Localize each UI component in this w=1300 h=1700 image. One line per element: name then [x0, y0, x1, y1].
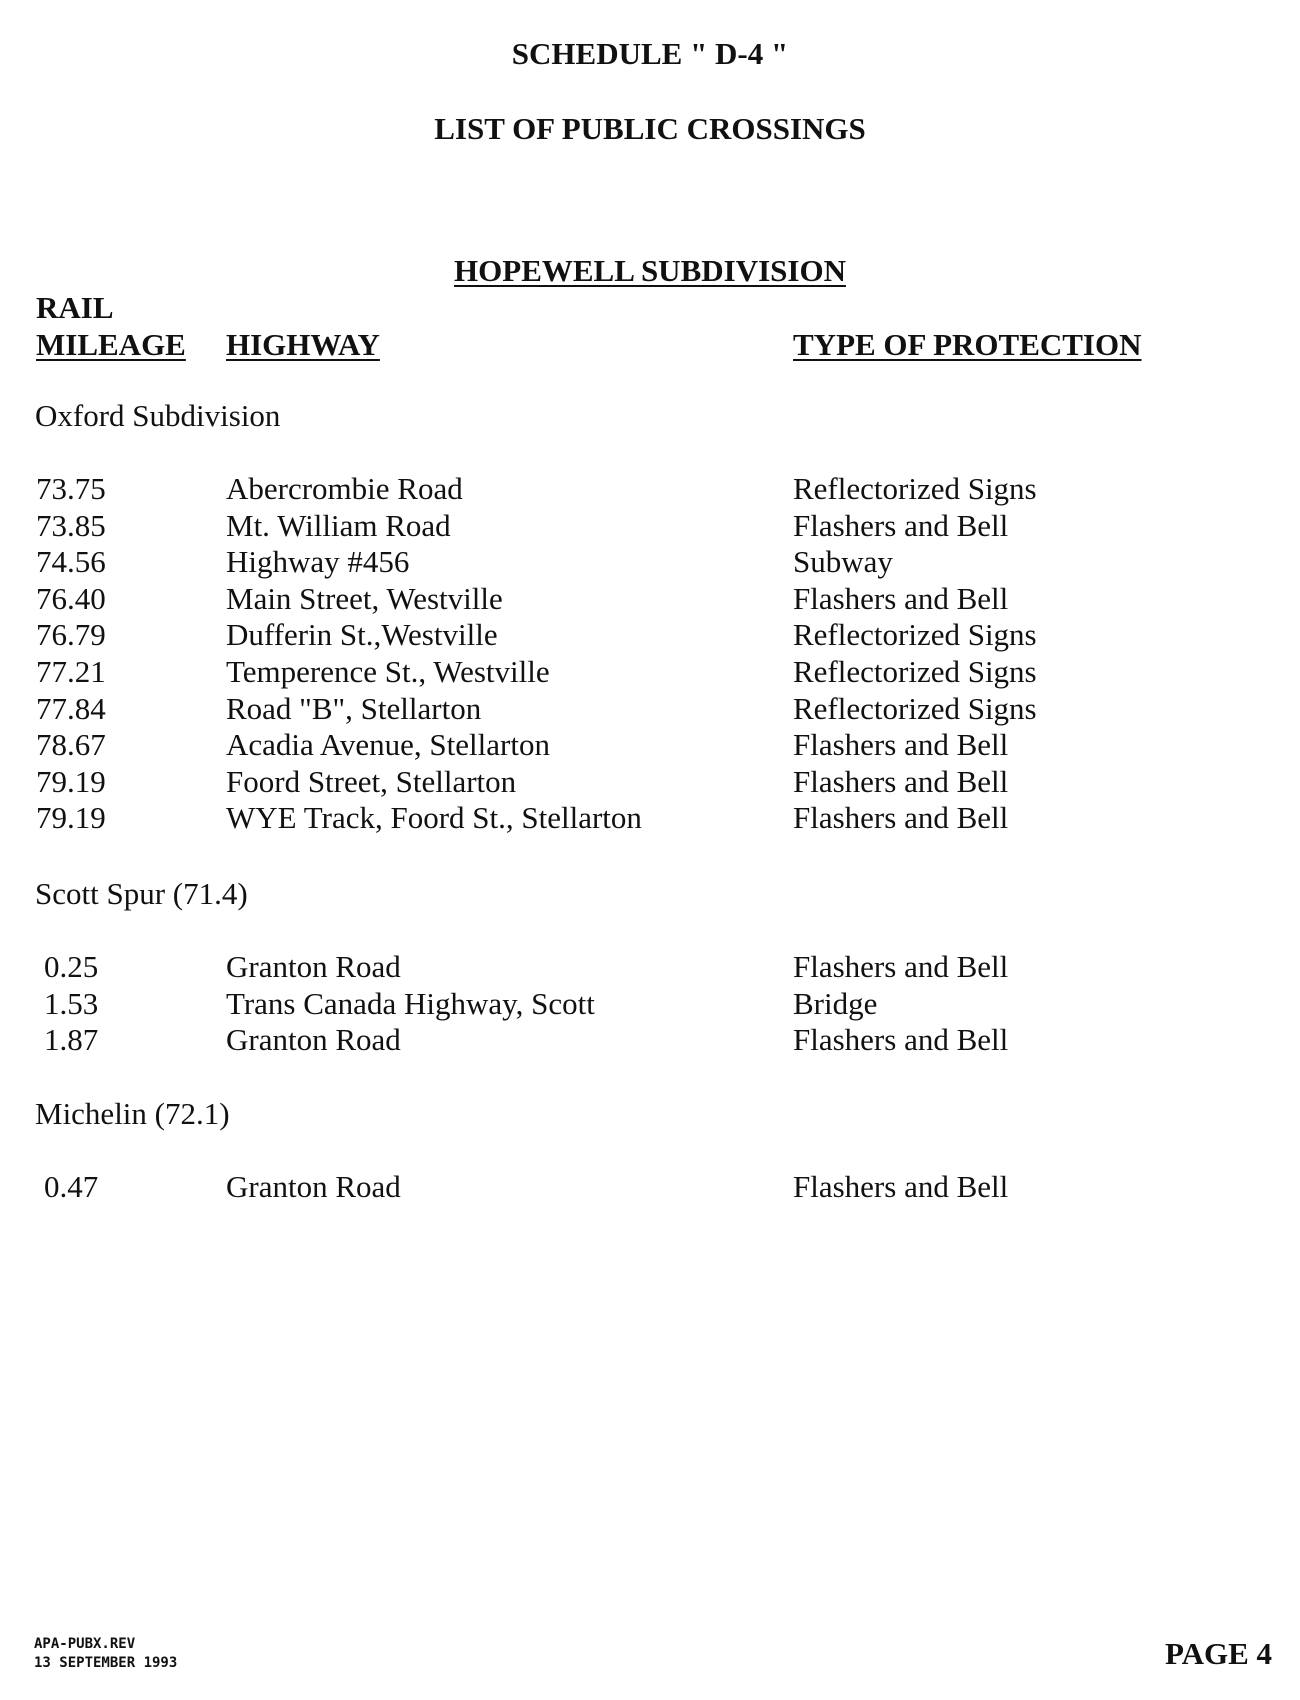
table-row	[0, 471, 1300, 508]
protection-type: Reflectorized Signs	[793, 471, 1037, 506]
crossing-list	[0, 949, 1300, 1059]
highway-name: Granton Road	[226, 1022, 401, 1058]
crossing-list	[0, 471, 1300, 837]
table-row	[0, 986, 1300, 1023]
list-title: LIST OF PUBLIC CROSSINGS	[434, 111, 866, 146]
rail-mileage: 78.67	[36, 727, 106, 763]
protection-type: Reflectorized Signs	[793, 653, 1037, 689]
protection-type: Flashers and Bell	[793, 1169, 1009, 1204]
table-row	[0, 800, 1300, 837]
table-row	[0, 617, 1300, 654]
rail-mileage: 79.19	[36, 800, 106, 836]
highway-name: Granton Road	[226, 949, 401, 984]
table-row	[0, 691, 1300, 728]
highway-name: Road "B", Stellarton	[226, 690, 482, 726]
highway-name: Granton Road	[226, 1169, 401, 1204]
highway-name: Abercrombie Road	[226, 471, 463, 506]
highway-name: Mt. William Road	[226, 507, 451, 543]
rail-mileage: 77.21	[36, 653, 106, 689]
protection-type: Flashers and Bell	[793, 949, 1009, 984]
table-row	[0, 508, 1300, 545]
schedule-title: SCHEDULE " D-4 "	[511, 36, 789, 71]
protection-type: Flashers and Bell	[793, 727, 1009, 763]
column-header-protection: TYPE OF PROTECTION	[793, 327, 1142, 362]
document-date: 13 SEPTEMBER 1993	[34, 1655, 178, 1671]
table-row	[0, 1022, 1300, 1059]
section-title: Scott Spur (71.4)	[35, 876, 248, 911]
highway-name: Highway #456	[226, 544, 410, 580]
rail-mileage: 77.84	[36, 690, 106, 726]
table-row	[0, 581, 1300, 618]
highway-name: WYE Track, Foord St., Stellarton	[226, 800, 642, 836]
table-row	[0, 654, 1300, 691]
rail-mileage: 1.53	[44, 985, 99, 1021]
protection-type: Flashers and Bell	[793, 580, 1009, 616]
highway-name: Acadia Avenue, Stellarton	[226, 727, 550, 763]
rail-mileage: 74.56	[36, 544, 106, 580]
table-row	[0, 949, 1300, 986]
table-row	[0, 544, 1300, 581]
highway-name: Temperence St., Westville	[226, 653, 550, 689]
protection-type: Flashers and Bell	[793, 1022, 1009, 1058]
highway-name: Dufferin St.,Westville	[226, 617, 498, 653]
rail-mileage: 73.75	[36, 471, 106, 506]
file-code: APA-PUBX.REV	[34, 1636, 136, 1652]
protection-type: Flashers and Bell	[793, 763, 1009, 799]
protection-type: Subway	[793, 544, 893, 580]
column-header-highway: HIGHWAY	[226, 327, 380, 362]
column-header-mileage: MILEAGE	[36, 327, 186, 362]
page-number: PAGE 4	[1164, 1636, 1272, 1671]
column-header-rail: RAIL	[36, 290, 114, 325]
rail-mileage: 73.85	[36, 507, 106, 543]
table-row	[0, 1169, 1300, 1206]
highway-name: Trans Canada Highway, Scott	[226, 985, 595, 1021]
protection-type: Bridge	[793, 985, 878, 1021]
highway-name: Foord Street, Stellarton	[226, 763, 517, 799]
table-row	[0, 764, 1300, 801]
rail-mileage: 79.19	[36, 763, 106, 799]
rail-mileage: 1.87	[44, 1022, 99, 1058]
protection-type: Reflectorized Signs	[793, 617, 1037, 653]
rail-mileage: 76.40	[36, 580, 106, 616]
table-row	[0, 727, 1300, 764]
subdivision-title: HOPEWELL SUBDIVISION	[454, 253, 846, 288]
protection-type: Flashers and Bell	[793, 507, 1009, 543]
section-title: Oxford Subdivision	[35, 398, 281, 433]
rail-mileage: 76.79	[36, 617, 106, 653]
protection-type: Reflectorized Signs	[793, 690, 1037, 726]
highway-name: Main Street, Westville	[226, 580, 503, 616]
protection-type: Flashers and Bell	[793, 800, 1009, 836]
rail-mileage: 0.47	[44, 1169, 99, 1204]
crossing-list	[0, 1169, 1300, 1206]
rail-mileage: 0.25	[44, 949, 99, 984]
section-title: Michelin (72.1)	[35, 1096, 230, 1131]
